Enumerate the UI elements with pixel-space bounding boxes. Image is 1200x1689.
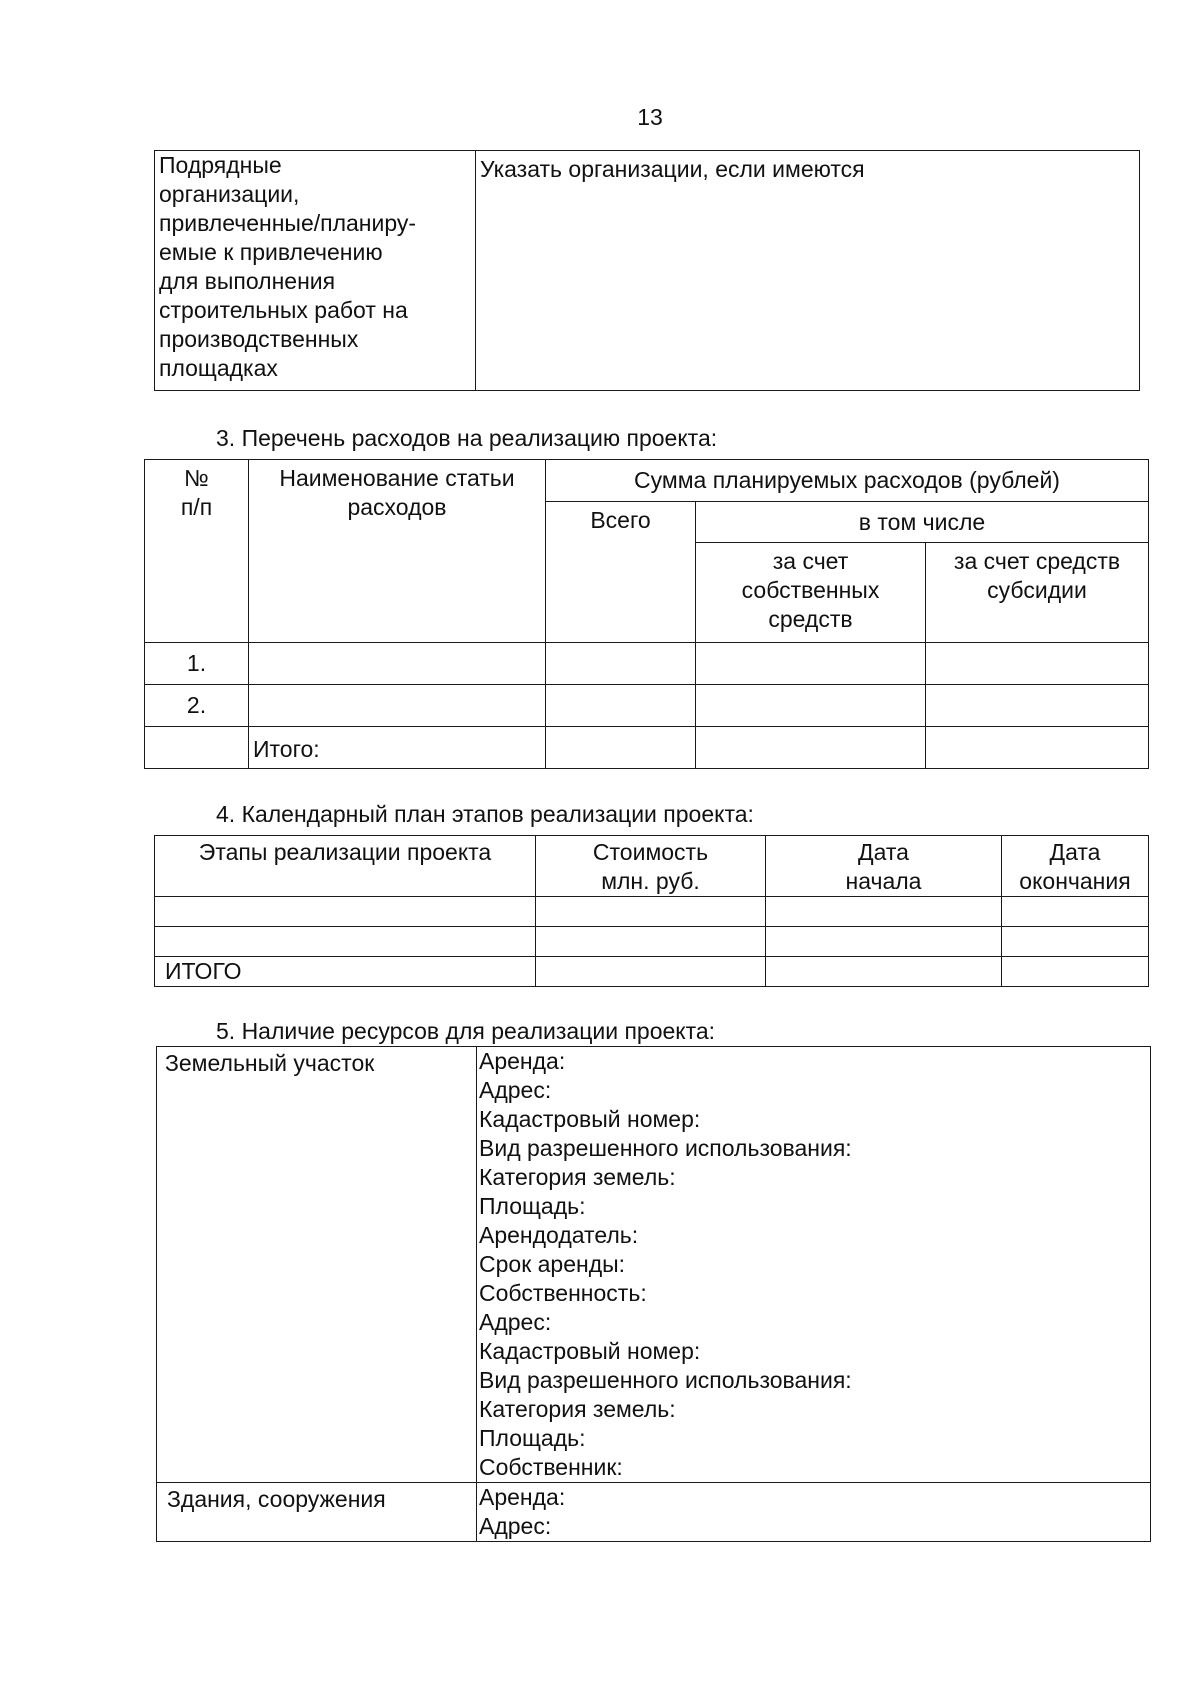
table-row <box>145 727 1149 769</box>
calendar-start-cell <box>766 927 1002 957</box>
expenses-col-own-label: за счет собственных средств <box>741 548 880 632</box>
contractors-value-cell <box>476 151 1140 391</box>
contractors-label-line: производственных <box>159 326 359 352</box>
contractors-label-line: емые к привлечению <box>159 239 383 265</box>
calendar-cost-cell <box>536 927 766 957</box>
land-detail-line: Категория земель: <box>479 1396 676 1422</box>
land-detail-line: Аренда: <box>479 1048 566 1074</box>
land-detail-line: Вид разрешенного использования: <box>479 1367 852 1393</box>
land-detail-line: Адрес: <box>479 1309 552 1335</box>
calendar-col-end-label: Дата окончания <box>1019 839 1131 894</box>
contractors-label-line: площадках <box>159 355 278 381</box>
expenses-total-own <box>696 727 926 769</box>
calendar-total-start <box>766 957 1002 987</box>
expenses-col-num-label: № п/п <box>180 465 213 520</box>
page-number: 13 <box>637 104 663 130</box>
expenses-col-sum-header <box>546 460 1149 502</box>
calendar-col-end-header <box>1002 836 1149 897</box>
expenses-col-name-label: Наименование статьи расходов <box>279 465 515 520</box>
table-row <box>155 927 1149 957</box>
land-detail-line: Кадастровый номер: <box>479 1338 701 1364</box>
contractors-label-line: Подрядные <box>159 152 282 178</box>
contractors-label-line: организации, <box>159 181 300 207</box>
expenses-row-subsidy <box>926 685 1149 727</box>
land-detail-line: Кадастровый номер: <box>479 1106 701 1132</box>
expenses-table <box>144 459 1149 769</box>
land-detail-line: Собственник: <box>479 1454 623 1480</box>
calendar-plan-table <box>154 835 1149 987</box>
land-detail-line: Адрес: <box>479 1077 552 1103</box>
land-label: Земельный участок <box>165 1050 375 1076</box>
expenses-col-total-label: Всего <box>590 507 651 533</box>
calendar-end-cell <box>1002 927 1149 957</box>
expenses-row-own <box>696 685 926 727</box>
expenses-row-total <box>546 685 696 727</box>
expenses-col-num-header <box>145 460 249 643</box>
table-row <box>155 897 1149 927</box>
land-detail-line: Категория земель: <box>479 1164 676 1190</box>
expenses-col-including-header <box>696 502 1149 543</box>
calendar-total-end <box>1002 957 1149 987</box>
expenses-col-name-header <box>249 460 546 643</box>
contractors-label-cell <box>155 151 476 391</box>
expenses-col-subsidy-label: за счет средств субсидии <box>953 548 1121 603</box>
buildings-detail-line: Адрес: <box>479 1513 552 1539</box>
section4-heading: 4. Календарный план этапов реализации проекта: <box>216 801 754 827</box>
expenses-col-total-header <box>546 502 696 643</box>
expenses-row-name <box>249 685 546 727</box>
section3-heading: 3. Перечень расходов на реализацию проекта: <box>216 425 718 451</box>
expenses-row-total <box>546 643 696 685</box>
expenses-row-subsidy <box>926 643 1149 685</box>
expenses-col-subsidy-header <box>926 543 1149 643</box>
calendar-total-label: ИТОГО <box>155 957 536 987</box>
table-row <box>145 643 1149 685</box>
calendar-total-cost <box>536 957 766 987</box>
land-detail-line: Площадь: <box>479 1193 586 1219</box>
contractors-label-line: для выполнения <box>159 268 336 294</box>
land-detail-line: Площадь: <box>479 1425 586 1451</box>
calendar-end-cell <box>1002 897 1149 927</box>
land-detail-line: Арендодатель: <box>479 1222 639 1248</box>
buildings-detail-line: Аренда: <box>479 1484 566 1510</box>
calendar-stage-cell <box>155 897 536 927</box>
calendar-col-cost-header <box>536 836 766 897</box>
expenses-col-including-label: в том числе <box>858 509 986 535</box>
expenses-total-label: Итого: <box>249 727 546 769</box>
contractors-label-line: привлеченные/планиру- <box>159 210 417 236</box>
section5-heading: 5. Наличие ресурсов для реализации проекта: <box>216 1018 716 1044</box>
expenses-total-sum <box>546 727 696 769</box>
expenses-row-name <box>249 643 546 685</box>
calendar-col-stages-header <box>155 836 536 897</box>
calendar-col-start-label: Дата начала <box>845 839 922 894</box>
buildings-label: Здания, сооружения <box>167 1486 386 1512</box>
calendar-col-stages-label: Этапы реализации проекта <box>198 839 492 865</box>
calendar-col-cost-label: Стоимость млн. руб. <box>592 839 709 894</box>
calendar-start-cell <box>766 897 1002 927</box>
expenses-row-num: 2. <box>145 685 249 727</box>
expenses-row-num: 1. <box>145 643 249 685</box>
expenses-total-num <box>145 727 249 769</box>
calendar-cost-cell <box>536 897 766 927</box>
contractors-label-line: строительных работ на <box>159 297 408 323</box>
expenses-col-own-header <box>696 543 926 643</box>
table-row <box>145 685 1149 727</box>
buildings-details-cell <box>477 1483 1151 1542</box>
land-detail-line: Собственность: <box>479 1280 647 1306</box>
table-row <box>155 957 1149 987</box>
expenses-row-own <box>696 643 926 685</box>
expenses-total-subsidy <box>926 727 1149 769</box>
buildings-label-cell <box>157 1483 477 1542</box>
calendar-col-start-header <box>766 836 1002 897</box>
resources-table <box>156 1046 1151 1542</box>
expenses-col-sum-label: Сумма планируемых расходов (рублей) <box>634 467 1060 493</box>
calendar-stage-cell <box>155 927 536 957</box>
land-details-cell <box>477 1047 1151 1483</box>
contractors-table <box>154 150 1140 391</box>
land-detail-line: Вид разрешенного использования: <box>479 1135 852 1161</box>
contractors-value: Указать организации, если имеются <box>480 156 865 182</box>
land-detail-line: Срок аренды: <box>479 1251 626 1277</box>
land-label-cell <box>157 1047 477 1483</box>
